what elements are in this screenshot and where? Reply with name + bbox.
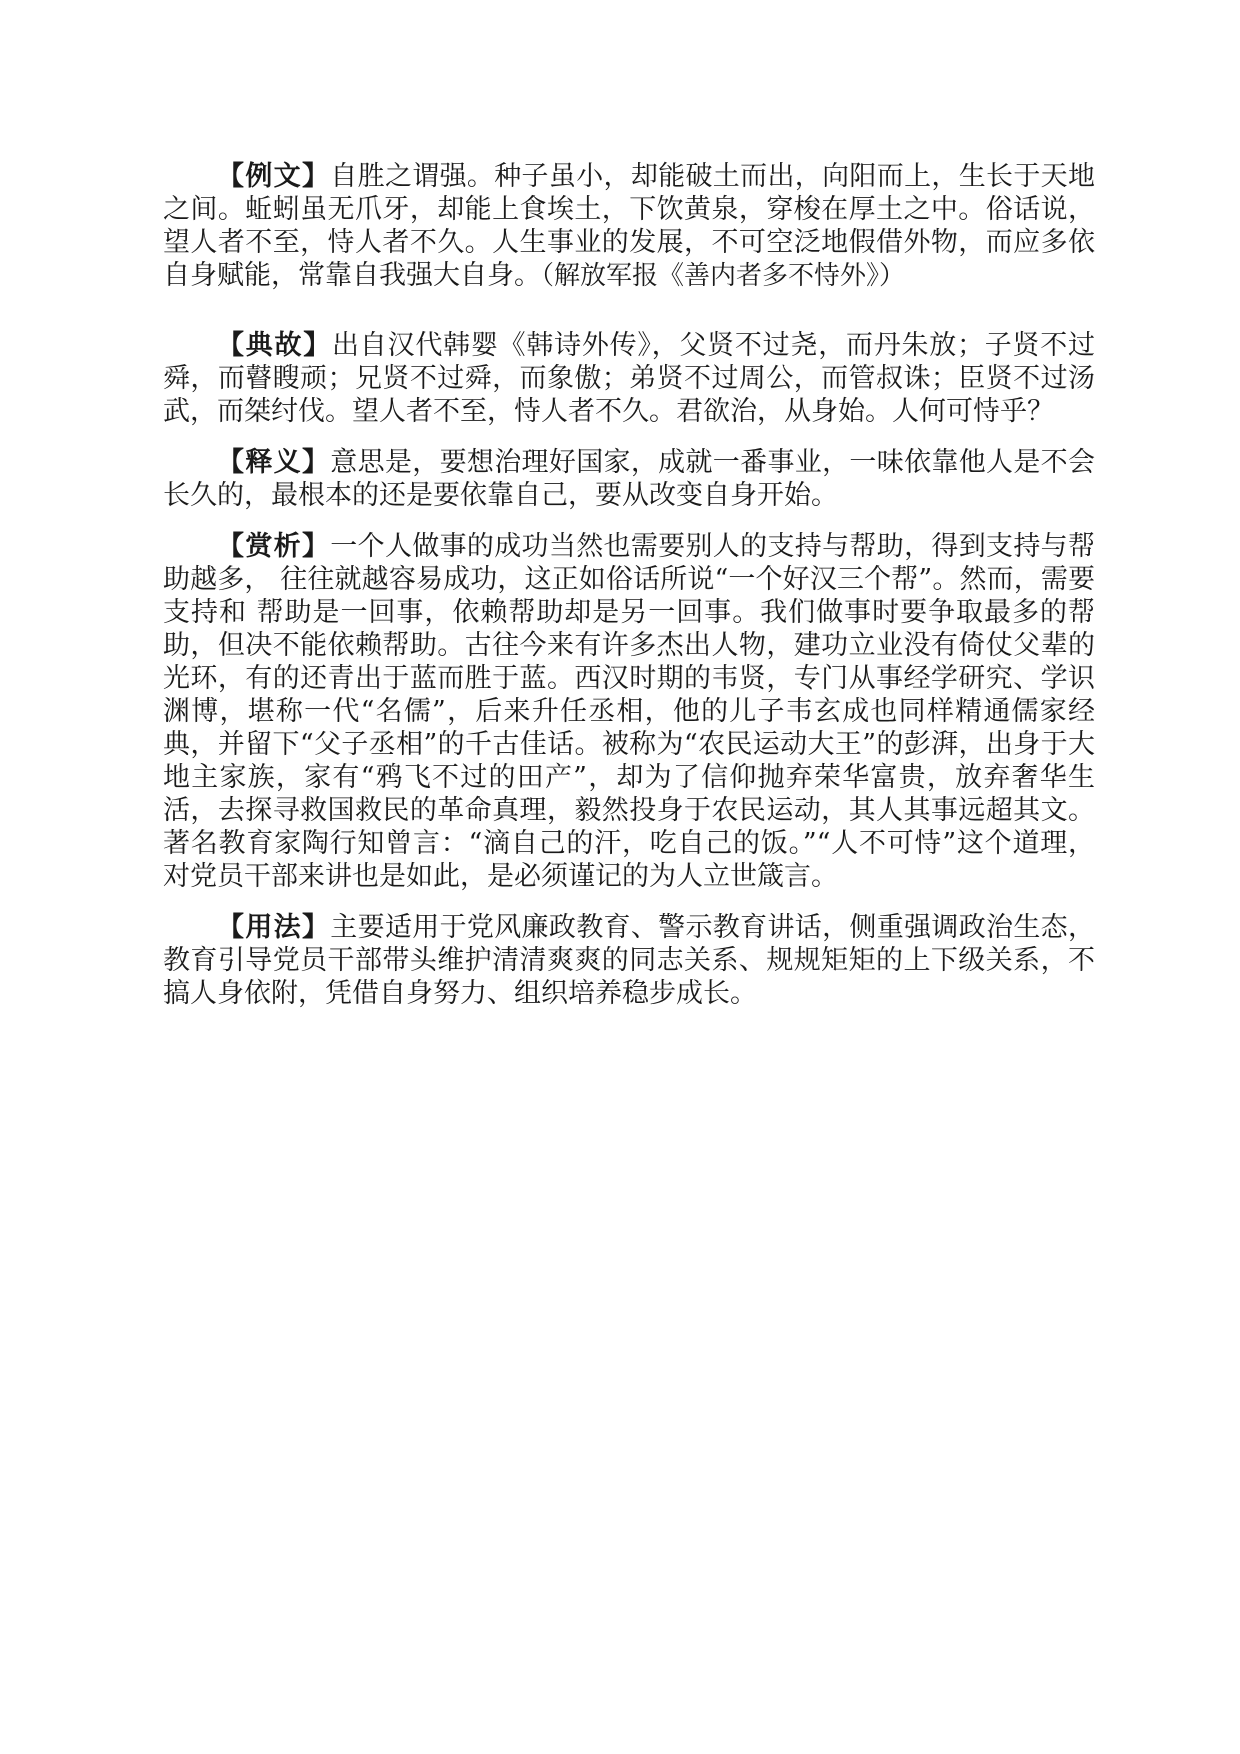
usage-body: 主要适用于党风廉政教育、警示教育讲话，侧重强调政治生态，教育引导党员干部带头维护清清爽爽的同志关系、规规矩矩的上下级关系，不搞人身依附，凭借自身努力、组织培养稳步成长。	[163, 912, 1096, 1009]
allusion-label: 【典故】	[217, 330, 333, 361]
allusion-paragraph	[163, 329, 1095, 428]
meaning-label: 【释义】	[217, 447, 331, 478]
allusion-body: 出自汉代韩婴《韩诗外传》，父贤不过尧，而丹朱放；子贤不过舜，而瞽瞍顽；兄贤不过舜，而象傲；弟贤不过周公，而管叔诛；臣贤不过汤武，而桀纣伐。望人者不至，恃人者不久。君欲治，从身始。人何可恃乎？	[163, 330, 1096, 427]
analysis-paragraph	[163, 530, 1095, 893]
example-label: 【例文】	[217, 161, 331, 192]
usage-paragraph	[163, 911, 1095, 1010]
analysis-body: 一个人做事的成功当然也需要别人的支持与帮助，得到支持与帮助越多， 往往就越容易成功，这正如俗话所说“一个好汉三个帮”。然而，需要支持和 帮助是一回事，依赖帮助却是另一回事。我们做事时要争取最多的帮助，但决不能依赖帮助。古往今来有许多杰出人物，建功立业没有倚仗父辈的光环，有的还青出于蓝而胜于蓝。西汉时期的韦贤，专门从事经学研究、学识渊博，堪称一代“名儒”，后来升任丞相，他的儿子韦玄成也同样精通儒家经典，并留下“父子丞相”的千古佳话。被称为“农民运动大王”的彭湃，出身于大地主家族，家有“鸦飞不过的田产”，却为了信仰抛弃荣华富贵，放弃奢华生活，去探寻救国救民的革命真理，毅然投身于农民运动，其人其事远超其文。著名教育家陶行知曾言：“滴自己的汗，吃自己的饭。”“人不可恃”这个道理，对党员干部来讲也是如此，是必须谨记的为人立世箴言。	[163, 531, 1096, 892]
document-page	[163, 160, 1095, 1010]
example-body: 自胜之谓强。种子虽小，却能破土而出，向阳而上，生长于天地之间。蚯蚓虽无爪牙，却能上食埃土，下饮黄泉，穿梭在厚土之中。俗话说，望人者不至，恃人者不久。人生事业的发展，不可空泛地假借外物，而应多依自身赋能，常靠自我强大自身。	[163, 161, 1096, 291]
example-source: （解放军报《善内者多不恃外》）	[541, 261, 906, 291]
analysis-label: 【赏析】	[217, 531, 331, 562]
example-paragraph	[163, 160, 1095, 293]
meaning-body: 意思是，要想治理好国家，成就一番事业，一味依靠他人是不会长久的，最根本的还是要依靠自己，要从改变自身开始。	[163, 447, 1096, 511]
usage-label: 【用法】	[217, 912, 331, 943]
meaning-paragraph	[163, 446, 1095, 512]
